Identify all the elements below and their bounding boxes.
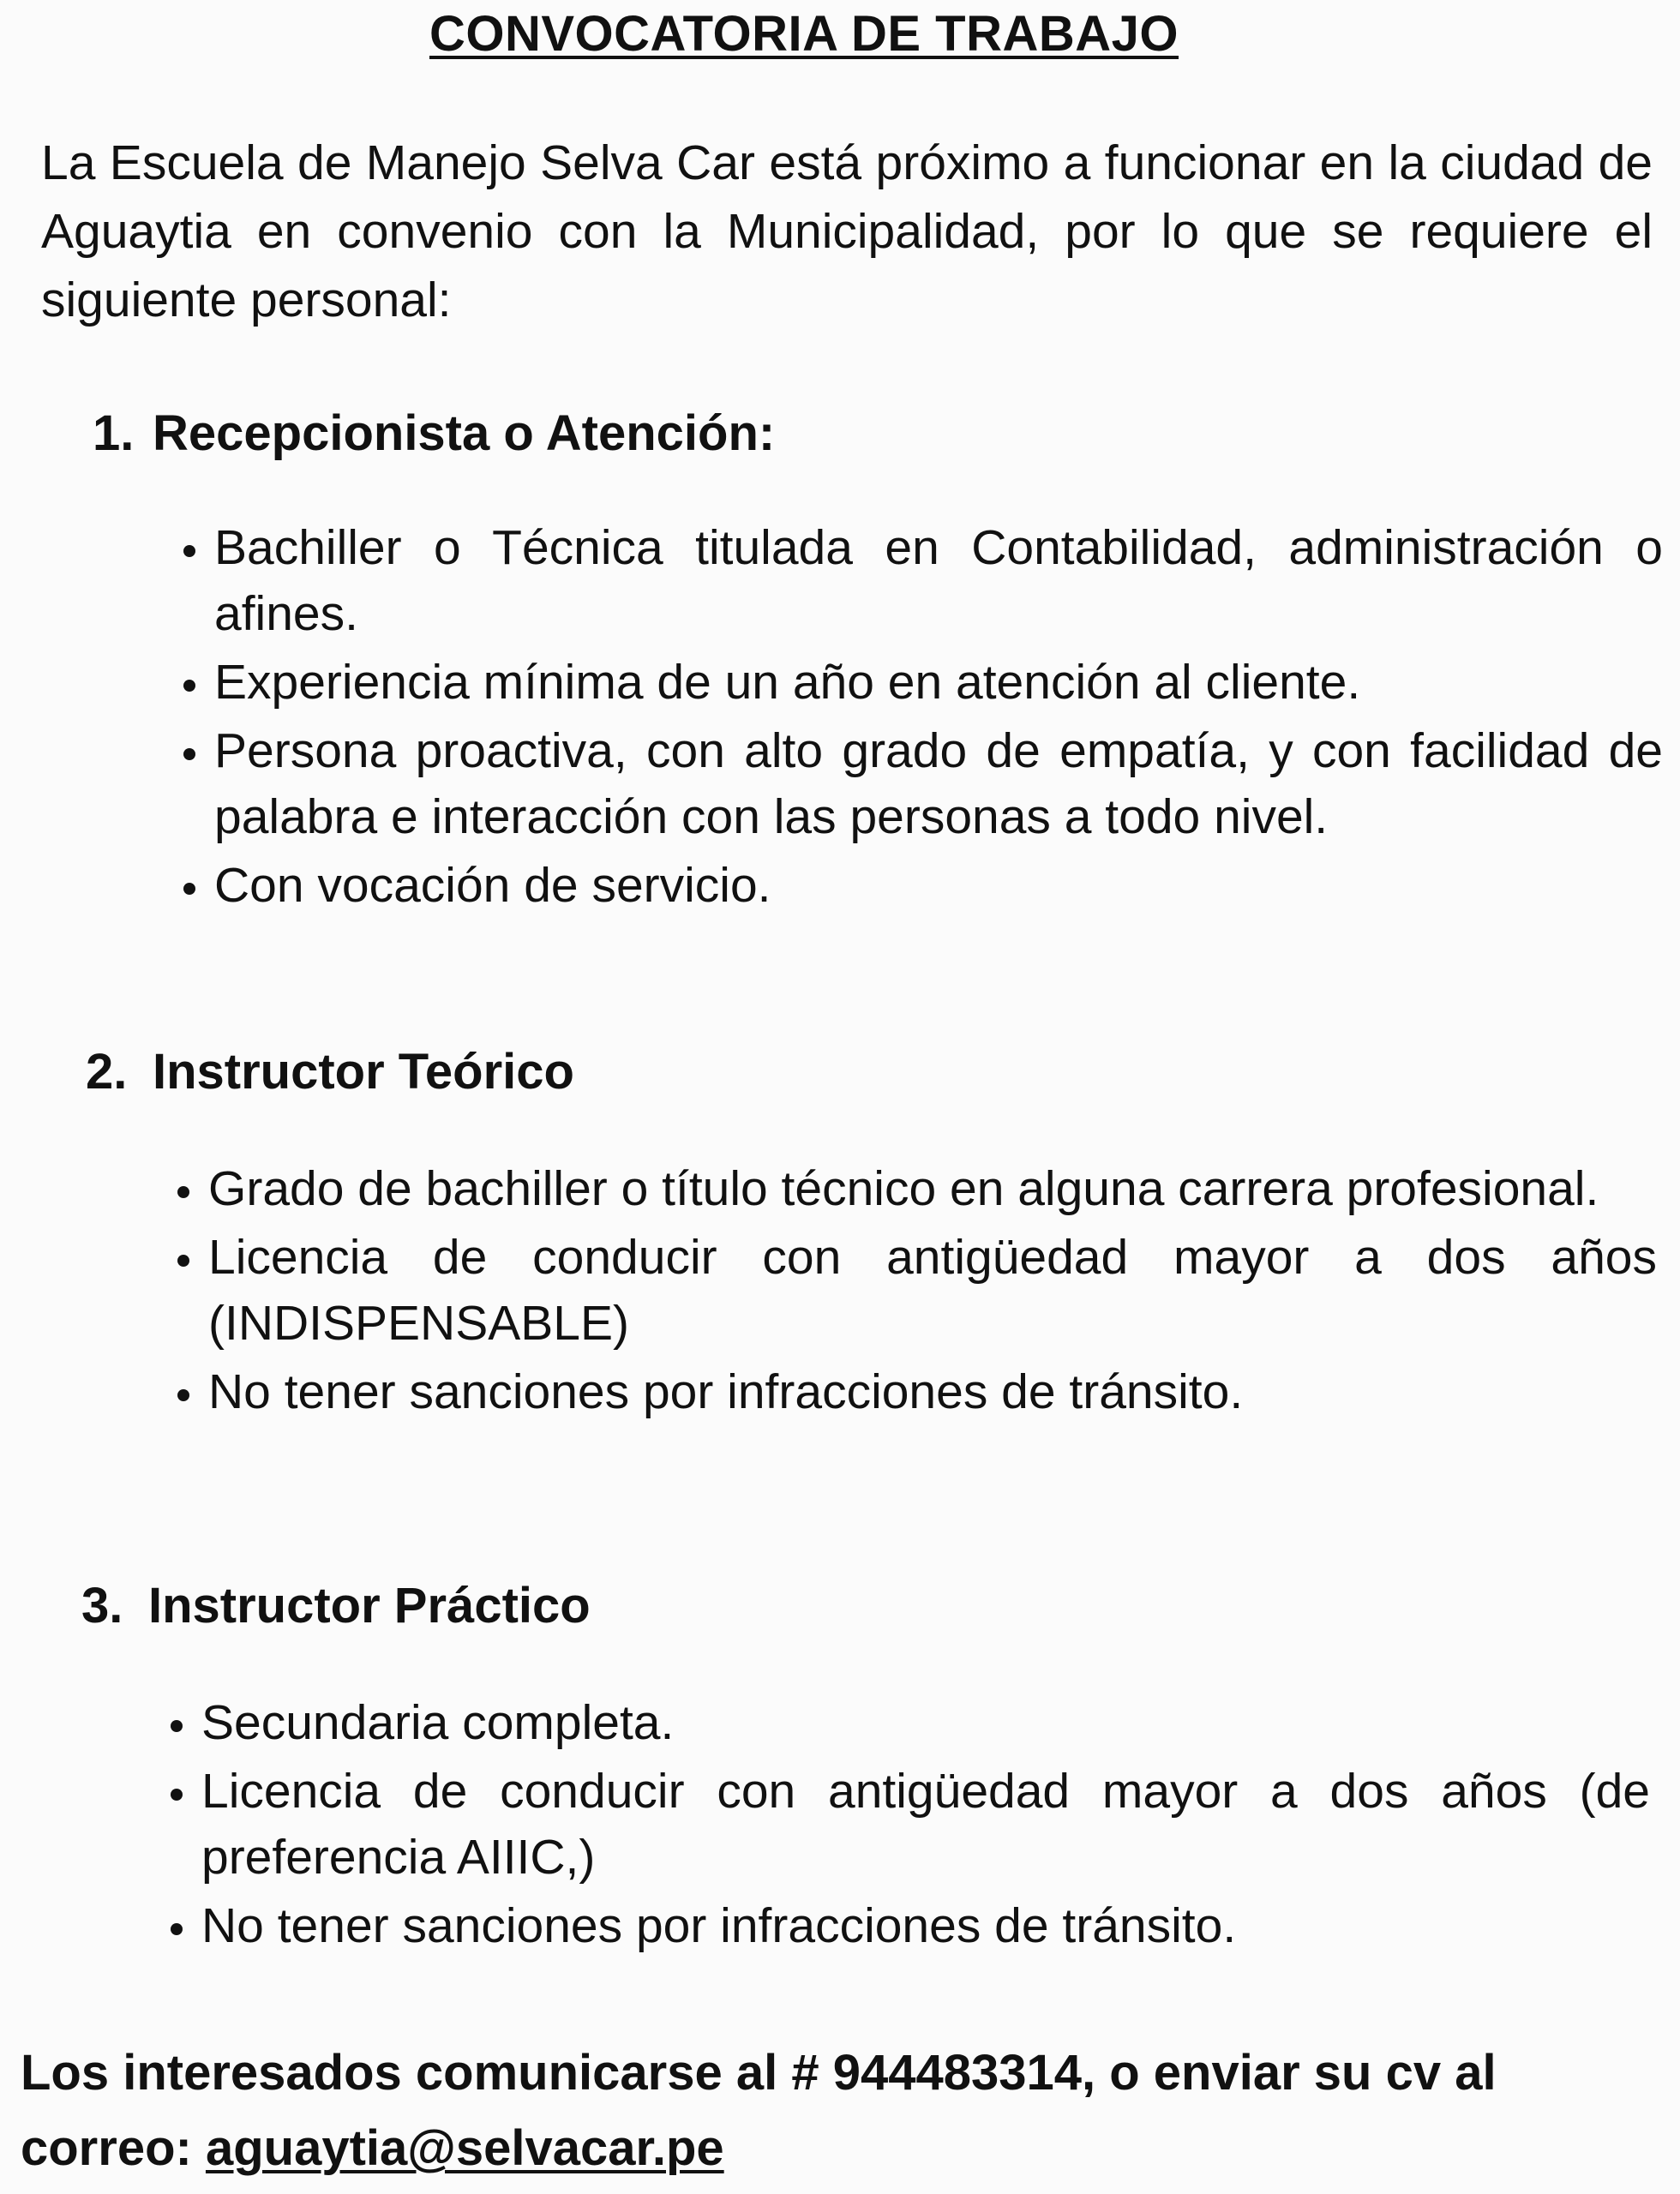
position-number: 3.: [81, 1578, 123, 1634]
position-3-heading: [81, 1577, 591, 1634]
position-title: Instructor Práctico: [148, 1578, 591, 1634]
requirement-item: Grado de bachiller o título técnico en alguna carrera profesional.: [208, 1156, 1657, 1222]
requirement-item: Licencia de conducir con antigüedad mayor a dos años (INDISPENSABLE): [208, 1225, 1657, 1357]
requirement-item: Persona proactiva, con alto grado de empatía, y con facilidad de palabra e interacción con las personas a todo nivel.: [214, 718, 1663, 850]
position-2-heading: [86, 1043, 574, 1100]
page-title: CONVOCATORIA DE TRABAJO: [429, 6, 1179, 62]
requirement-item: Experiencia mínima de un año en atención al cliente.: [214, 650, 1663, 716]
position-2-requirements: [208, 1156, 1657, 1428]
requirement-item: Licencia de conducir con antigüedad mayor a dos años (de preferencia AIIIC,): [201, 1759, 1650, 1891]
contact-info: [21, 2035, 1649, 2186]
position-1-heading: [93, 405, 775, 462]
requirement-item: No tener sanciones por infracciones de tránsito.: [208, 1359, 1657, 1425]
position-title: Recepcionista o Atención:: [153, 405, 776, 461]
requirement-item: Bachiller o Técnica titulada en Contabilidad, administración o afines.: [214, 515, 1663, 647]
position-title: Instructor Teórico: [153, 1044, 574, 1100]
position-3-requirements: [201, 1690, 1650, 1962]
requirement-item: Secundaria completa.: [201, 1690, 1650, 1756]
requirement-item: No tener sanciones por infracciones de tránsito.: [201, 1893, 1650, 1959]
contact-text: Los interesados comunicarse al # 944483314, o enviar su cv al correo:: [21, 2045, 1497, 2176]
contact-email-link[interactable]: aguaytia@selvacar.pe: [205, 2120, 724, 2176]
requirement-item: Con vocación de servicio.: [214, 853, 1663, 919]
position-number: 1.: [93, 405, 135, 461]
position-1-requirements: [214, 515, 1663, 921]
intro-paragraph: La Escuela de Manejo Selva Car está próximo a funcionar en la ciudad de Aguaytia en convenio con la Municipalidad, por lo que se requiere el siguiente personal:: [41, 135, 1653, 327]
position-number: 2.: [86, 1044, 128, 1100]
